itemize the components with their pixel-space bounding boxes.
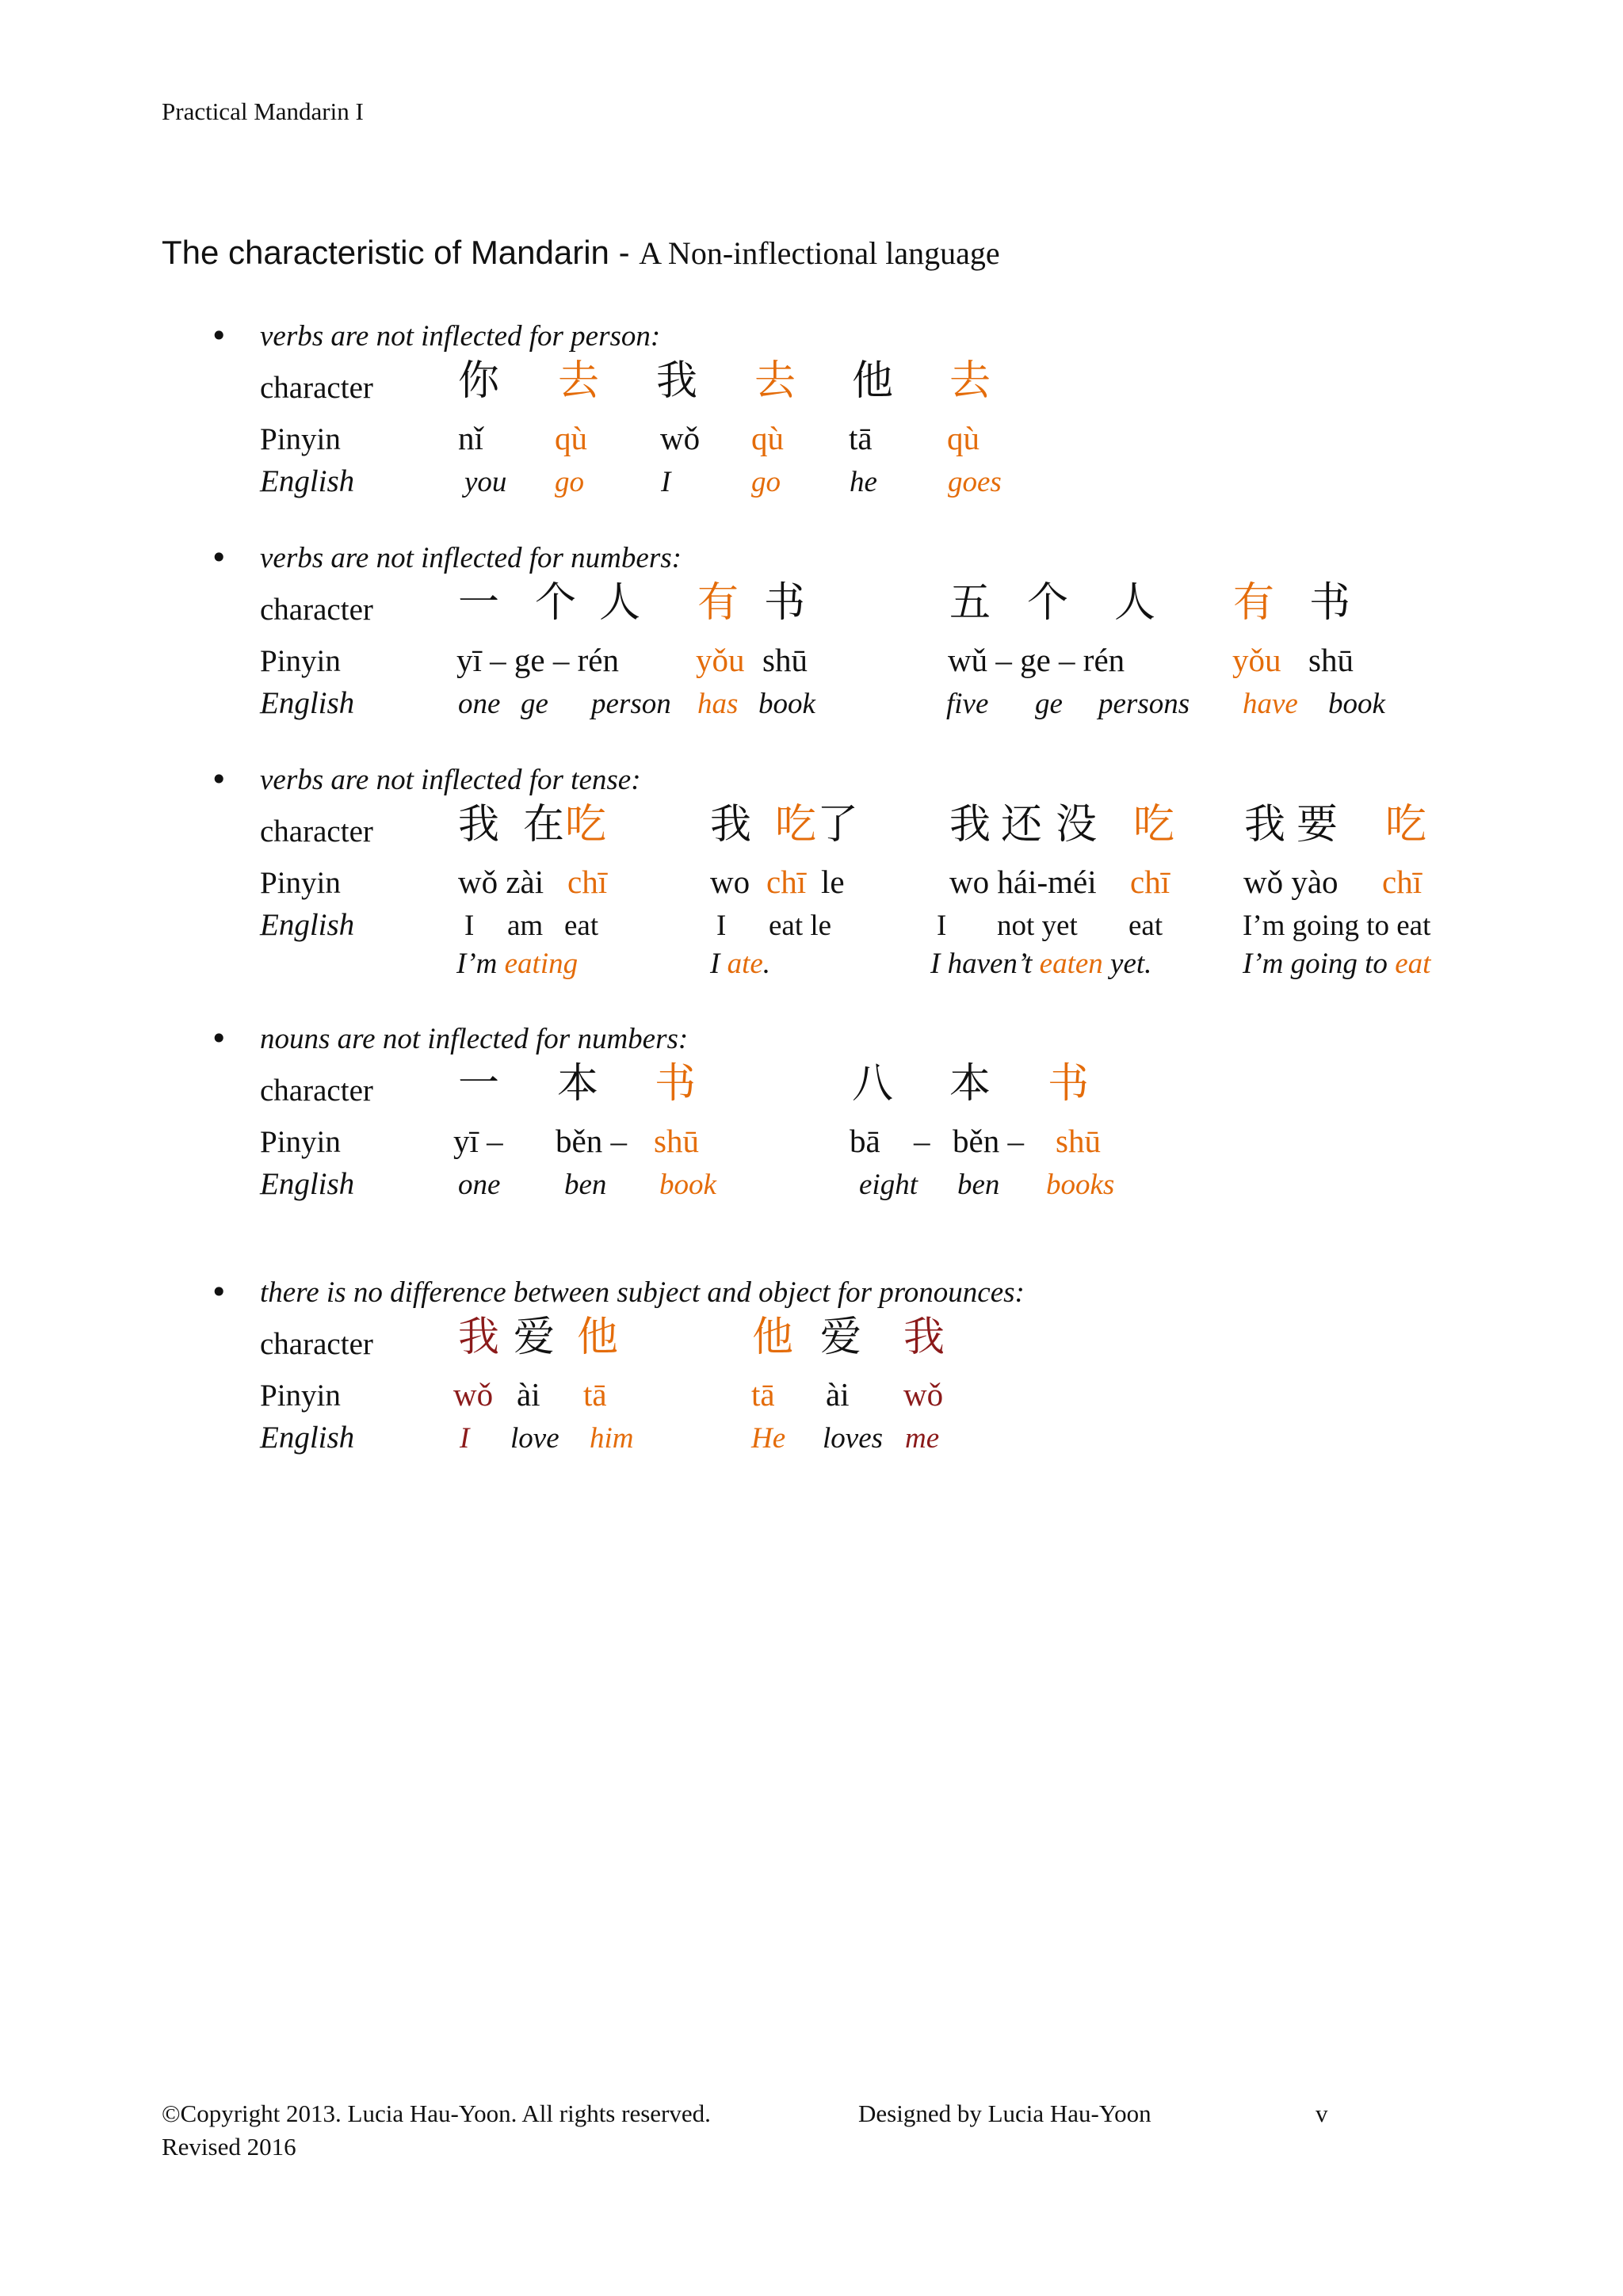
title-main: The characteristic of Mandarin: [162, 234, 609, 271]
char-cell: 他: [752, 1314, 794, 1361]
copyright-text: ©Copyright 2013. Lucia Hau-Yoon. All rights reserved.: [162, 2100, 711, 2127]
char-cell: 个: [1027, 579, 1069, 627]
char-cell: 爱: [820, 1314, 862, 1361]
english-cell: loves: [823, 1422, 884, 1455]
bullet-icon: •: [210, 318, 228, 353]
title-sub: A Non-inflectional language: [639, 235, 1000, 271]
designer-credit: Designed by Lucia Hau-Yoon: [858, 2100, 1151, 2127]
english-cell: person: [591, 688, 671, 720]
char-cell: 要: [1296, 801, 1338, 849]
char-cell: 书: [1309, 579, 1351, 627]
char-cell: 我: [458, 1314, 500, 1361]
english-cell: one: [458, 688, 501, 720]
english-meaning: I haven’t eaten yet.: [930, 948, 1152, 980]
english-cell: one: [458, 1169, 501, 1201]
english-meaning: I’m going to eat: [1243, 948, 1431, 980]
english-literal: I: [716, 910, 727, 942]
pinyin-cell: qù: [947, 420, 980, 456]
row-label-english: English: [260, 908, 355, 942]
english-literal: I’m going to eat: [1243, 910, 1431, 942]
english-cell: goes: [948, 466, 1002, 498]
pinyin-cell: shū: [654, 1123, 699, 1159]
english-literal: I: [937, 910, 947, 942]
english-cell: go: [555, 466, 584, 498]
char-cell: 有: [1233, 579, 1275, 627]
char-cell: 他: [852, 357, 894, 405]
english-cell: eight: [859, 1169, 918, 1201]
page-number: v: [1316, 2100, 1328, 2127]
pinyin-cell: qù: [751, 420, 784, 456]
char-cell: 吃: [1133, 801, 1175, 849]
char-cell: 我: [458, 801, 500, 849]
english-cell: persons: [1098, 688, 1190, 720]
pinyin-cell: ài: [826, 1376, 850, 1413]
pinyin-cell: shū: [1308, 642, 1354, 678]
english-cell: books: [1046, 1169, 1115, 1201]
pinyin-cell: wo hái-méi: [949, 864, 1097, 900]
char-cell: 还: [1001, 801, 1043, 849]
char-cell: 本: [557, 1060, 599, 1108]
row-label-english: English: [260, 1167, 355, 1201]
char-cell: 没: [1056, 801, 1098, 849]
pinyin-cell: tā: [751, 1376, 775, 1413]
english-meaning: I ate.: [710, 948, 771, 980]
char-cell: 书: [1048, 1060, 1090, 1108]
char-cell: 去: [949, 357, 991, 405]
section-label: nouns are not inflected for numbers:: [260, 1023, 689, 1055]
pinyin-cell: tā: [583, 1376, 607, 1413]
english-cell: ge: [521, 688, 548, 720]
english-cell: me: [905, 1422, 940, 1455]
bullet-icon: •: [210, 1275, 228, 1310]
row-label-character: character: [260, 1327, 373, 1361]
english-cell: ben: [564, 1169, 607, 1201]
row-label-pinyin: Pinyin: [260, 1125, 341, 1159]
english-meaning: I’m eating: [456, 948, 579, 980]
english-cell: He: [751, 1422, 786, 1455]
pinyin-cell: chī: [1382, 864, 1423, 900]
section-label: verbs are not inflected for person:: [260, 320, 661, 353]
char-cell: 一: [458, 579, 500, 627]
bullet-icon: •: [210, 540, 228, 575]
revised-text: Revised 2016: [162, 2133, 296, 2161]
char-cell: 我: [1244, 801, 1286, 849]
english-cell: have: [1243, 688, 1298, 720]
row-label-english: English: [260, 686, 355, 720]
char-cell: 我: [949, 801, 991, 849]
char-cell: 八: [852, 1060, 894, 1108]
char-cell: 吃: [775, 801, 817, 849]
pinyin-cell: wǒ: [903, 1376, 944, 1413]
char-cell: 去: [754, 357, 796, 405]
char-cell: 我: [710, 801, 752, 849]
pinyin-cell: –: [914, 1123, 930, 1159]
pinyin-cell: wǒ zài: [458, 864, 544, 900]
row-label-pinyin: Pinyin: [260, 866, 341, 900]
row-label-english: English: [260, 1421, 355, 1455]
row-label-pinyin: Pinyin: [260, 644, 341, 678]
english-cell: love: [510, 1422, 559, 1455]
pinyin-cell: yǒu: [696, 642, 745, 678]
english-literal: eat: [1128, 910, 1163, 942]
pinyin-cell: chī: [567, 864, 608, 900]
english-cell: he: [850, 466, 877, 498]
char-cell: 五: [949, 579, 991, 627]
pinyin-cell: chī: [766, 864, 807, 900]
english-cell: I: [661, 466, 671, 498]
english-literal: not yet: [997, 910, 1078, 942]
row-label-character: character: [260, 371, 373, 405]
char-cell: 人: [599, 579, 641, 627]
pinyin-cell: yī – ge – rén: [456, 642, 619, 678]
english-cell: five: [946, 688, 989, 720]
row-label-character: character: [260, 593, 373, 627]
english-cell: book: [758, 688, 815, 720]
english-cell: him: [590, 1422, 634, 1455]
char-cell: 我: [656, 357, 698, 405]
english-literal: am: [507, 910, 544, 942]
running-header: Practical Mandarin I: [162, 97, 364, 125]
section-label: verbs are not inflected for numbers:: [260, 542, 682, 574]
pinyin-cell: nǐ: [458, 420, 483, 456]
char-cell: 吃: [1385, 801, 1427, 849]
row-label-character: character: [260, 1074, 373, 1108]
char-cell: 书: [764, 579, 806, 627]
row-label-pinyin: Pinyin: [260, 422, 341, 456]
row-label-character: character: [260, 814, 373, 849]
english-literal: eat le: [769, 910, 832, 942]
english-cell: book: [1328, 688, 1385, 720]
pinyin-cell: wǒ: [453, 1376, 494, 1413]
char-cell: 我: [903, 1314, 945, 1361]
pinyin-cell: wǒ yào: [1243, 864, 1338, 900]
row-label-english: English: [260, 464, 355, 498]
pinyin-cell: wǒ: [660, 420, 701, 456]
char-cell: 吃: [565, 801, 607, 849]
title-dash: -: [609, 234, 640, 271]
char-cell: 他: [577, 1314, 619, 1361]
char-cell: 你: [458, 357, 500, 405]
char-cell: 书: [655, 1060, 697, 1108]
pinyin-cell: wǔ – ge – rén: [948, 642, 1125, 678]
pinyin-cell: bā: [850, 1123, 880, 1159]
char-cell: 在: [523, 801, 565, 849]
english-cell: you: [464, 466, 507, 498]
row-label-pinyin: Pinyin: [260, 1379, 341, 1413]
pinyin-cell: yī –: [453, 1123, 503, 1159]
pinyin-cell: běn –: [556, 1123, 627, 1159]
pinyin-cell: shū: [762, 642, 808, 678]
english-cell: ben: [957, 1169, 1000, 1201]
english-cell: has: [697, 688, 739, 720]
section-label: there is no difference between subject and object for pronounces:: [260, 1276, 1025, 1309]
pinyin-cell: le: [821, 864, 845, 900]
char-cell: 人: [1114, 579, 1156, 627]
char-cell: 有: [697, 579, 739, 627]
english-cell: book: [659, 1169, 716, 1201]
bullet-icon: •: [210, 762, 228, 797]
english-cell: ge: [1035, 688, 1063, 720]
section-label: verbs are not inflected for tense:: [260, 764, 641, 796]
pinyin-cell: tā: [849, 420, 873, 456]
english-cell: go: [751, 466, 781, 498]
pinyin-cell: qù: [555, 420, 587, 456]
char-cell: 本: [949, 1060, 991, 1108]
char-cell: 个: [535, 579, 577, 627]
english-literal: I: [464, 910, 475, 942]
pinyin-cell: běn –: [953, 1123, 1024, 1159]
pinyin-cell: ài: [517, 1376, 540, 1413]
char-cell: 去: [558, 357, 600, 405]
page-title: [162, 236, 1000, 269]
pinyin-cell: wo: [710, 864, 750, 900]
pinyin-cell: chī: [1130, 864, 1170, 900]
bullet-icon: •: [210, 1021, 228, 1056]
english-cell: I: [460, 1422, 470, 1455]
pinyin-cell: shū: [1056, 1123, 1101, 1159]
english-literal: eat: [564, 910, 599, 942]
char-cell: 了: [817, 801, 859, 849]
char-cell: 一: [458, 1060, 500, 1108]
char-cell: 爱: [514, 1314, 556, 1361]
pinyin-cell: yǒu: [1232, 642, 1281, 678]
